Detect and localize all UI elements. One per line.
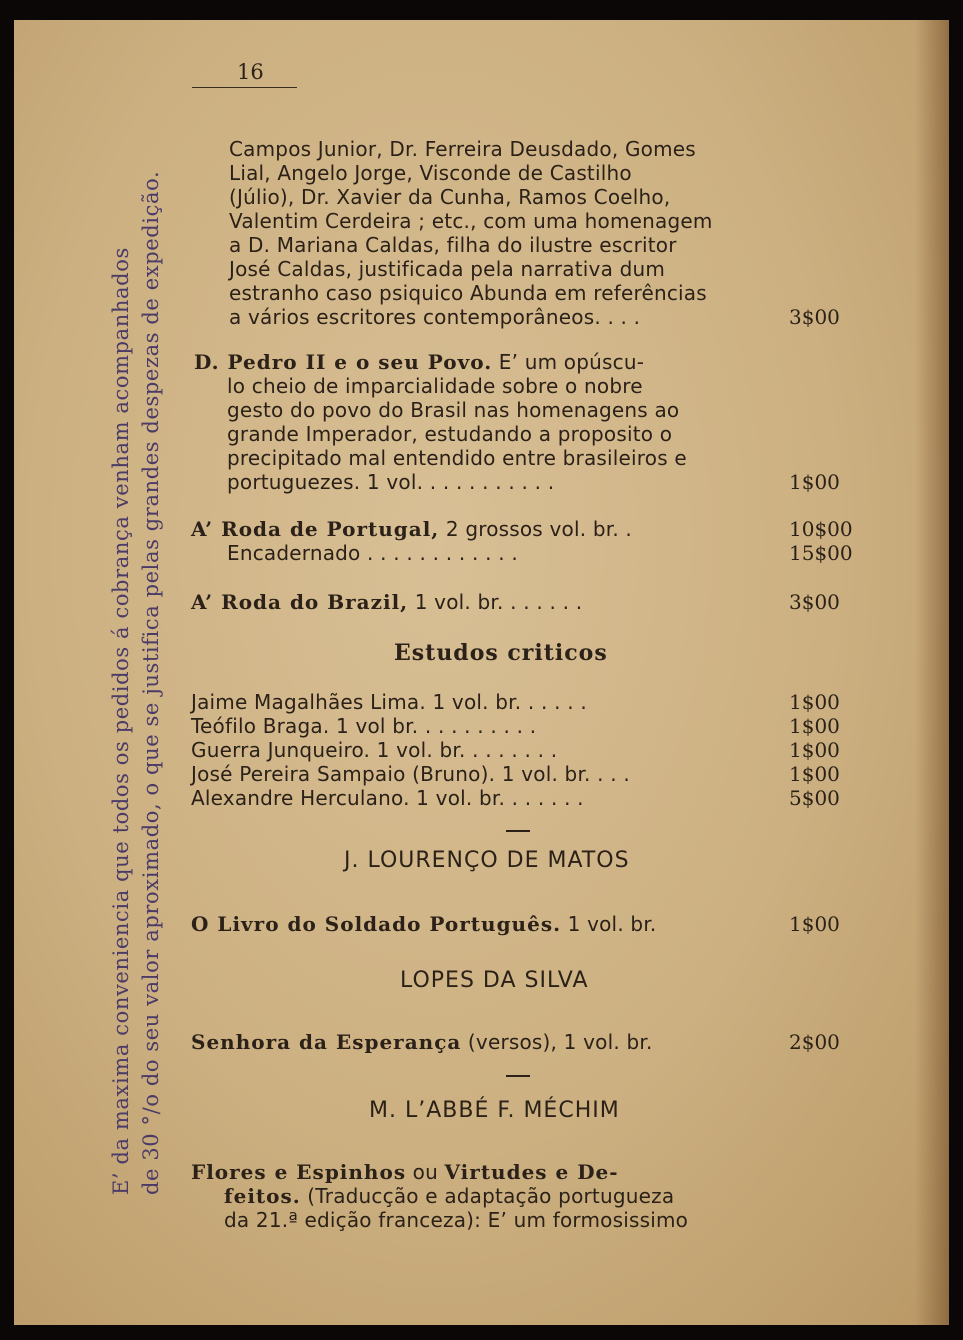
entry2-price: 1$00 — [789, 470, 840, 494]
author1-book-rest: 1 vol. br. — [561, 912, 657, 936]
book-page — [14, 20, 949, 1325]
entry2-line-2: lo cheio de imparcialidade sobre o nobre — [227, 374, 643, 398]
estudo-price-4: 1$00 — [789, 762, 840, 786]
entry2-line-4: grande Imperador, estudando a proposito o — [227, 422, 673, 446]
entry4-title: A’ Roda do Brazil, — [191, 590, 409, 614]
estudo-item-1: Jaime Magalhães Lima. 1 vol. br. . . . . . — [191, 690, 587, 714]
entry2-first-line: E’ um opúscu- — [492, 350, 645, 374]
entry1-line-6: José Caldas, justificada pela narrativa dum — [229, 257, 666, 281]
author3-line-1 — [191, 1160, 619, 1184]
catalog-content — [14, 20, 949, 1325]
entry3-bound: Encadernado . . . . . . . . . . . . — [227, 541, 518, 565]
entry1-line-8: a vários escritores contemporâneos. . . . — [229, 305, 641, 329]
margin-note-line-2: de 30 °/o do seu valor aproximado, o que se justifica pelas grandes despezas de expedição. — [139, 170, 163, 1195]
author2-book-rest: (versos), 1 vol. br. — [461, 1030, 653, 1054]
entry1-line-7: estranho caso psiquico Abunda em referências — [229, 281, 707, 305]
section-heading-estudos: Estudos criticos — [394, 640, 608, 666]
entry3-rest: 2 grossos vol. br. . — [439, 517, 632, 541]
author2-price: 2$00 — [789, 1030, 840, 1054]
author3-book-title-3: feitos. — [224, 1184, 301, 1208]
author3-line-2 — [224, 1184, 674, 1208]
author3-book-title-2: Virtudes e De- — [444, 1160, 619, 1184]
entry1-line-4: Valentim Cerdeira ; etc., com uma homenagem — [229, 209, 713, 233]
author-heading-2: LOPES DA SILVA — [400, 968, 589, 993]
author3-line-3: da 21.ª edição franceza): E’ um formosissimo — [224, 1208, 689, 1232]
entry2-title: D. Pedro II e o seu Povo. — [194, 350, 493, 374]
author3-or: ou — [406, 1160, 445, 1184]
entry4-rest: 1 vol. br. . . . . . . — [408, 590, 583, 614]
entry3-bound-price: 15$00 — [789, 541, 853, 565]
separator-dash-1 — [506, 830, 530, 832]
estudo-item-5: Alexandre Herculano. 1 vol. br. . . . . . . — [191, 786, 584, 810]
page-number: 16 — [237, 60, 264, 84]
estudo-price-1: 1$00 — [789, 690, 840, 714]
author3-book-title: Flores e Espinhos — [191, 1160, 407, 1184]
estudo-item-2: Teófilo Braga. 1 vol br. . . . . . . . . . — [191, 714, 537, 738]
margin-note-line-1: E’ da maxima conveniencia que todos os pedidos á cobrança venham acompanhados — [109, 247, 133, 1195]
entry1-line-2: Lial, Angelo Jorge, Visconde de Castilho — [229, 161, 632, 185]
page-number-rule — [192, 87, 297, 88]
estudo-item-3: Guerra Junqueiro. 1 vol. br. . . . . . . . — [191, 738, 558, 762]
entry2-line-5: precipitado mal entendido entre brasileiros e — [227, 446, 687, 470]
estudo-price-3: 1$00 — [789, 738, 840, 762]
author-heading-1: J. LOURENÇO DE MATOS — [344, 848, 630, 873]
entry3-line — [191, 517, 632, 541]
entry4-price: 3$00 — [789, 590, 840, 614]
entry4-line — [191, 590, 582, 614]
author1-entry — [191, 912, 656, 936]
estudo-item-4: José Pereira Sampaio (Bruno). 1 vol. br. . . . — [191, 762, 630, 786]
author2-entry — [191, 1030, 653, 1054]
entry1-line-5: a D. Mariana Caldas, filha do ilustre escritor — [229, 233, 677, 257]
entry1-line-1: Campos Junior, Dr. Ferreira Deusdado, Gomes — [229, 137, 696, 161]
author3-description-1: (Traducção e adaptação portugueza — [300, 1184, 675, 1208]
estudo-price-5: 5$00 — [789, 786, 840, 810]
author-heading-3: M. L’ABBÉ F. MÉCHIM — [369, 1098, 620, 1123]
entry3-price: 10$00 — [789, 517, 853, 541]
entry2-line-1 — [194, 350, 644, 374]
author1-book-title: O Livro do Soldado Português. — [191, 912, 562, 936]
author1-price: 1$00 — [789, 912, 840, 936]
entry2-line-6: portuguezes. 1 vol. . . . . . . . . . . — [227, 470, 555, 494]
entry2-line-3: gesto do povo do Brasil nas homenagens ao — [227, 398, 680, 422]
estudo-price-2: 1$00 — [789, 714, 840, 738]
entry1-line-3: (Júlio), Dr. Xavier da Cunha, Ramos Coelho, — [229, 185, 671, 209]
entry3-title: A’ Roda de Portugal, — [191, 517, 440, 541]
author2-book-title: Senhora da Esperança — [191, 1030, 462, 1054]
separator-dash-2 — [506, 1075, 530, 1077]
entry1-price: 3$00 — [789, 305, 840, 329]
